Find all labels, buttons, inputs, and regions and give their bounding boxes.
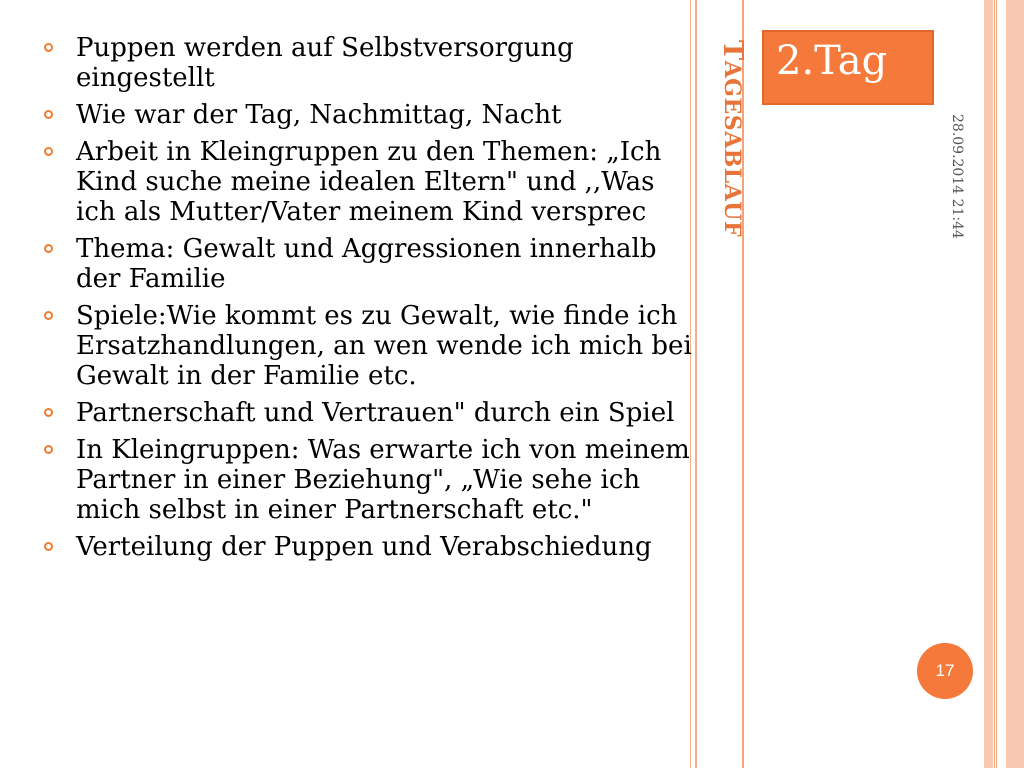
bullet-text: Thema: Gewalt und Aggressionen innerhalb der Familie	[76, 234, 657, 294]
list-item	[44, 435, 692, 525]
section-title-initial: T	[717, 40, 748, 61]
bullet-text: Verteilung der Puppen und Verabschiedung	[76, 532, 652, 562]
slide-date: 28.09.2014 21:44	[949, 114, 965, 239]
bullet-text: Arbeit in Kleingruppen zu den Themen: „Ich Kind suche meine idealen Eltern" und ,,Was ich als Mutter/Vater meinem Kind versprec	[76, 137, 662, 227]
bullet-icon	[44, 43, 53, 52]
page-number-badge	[917, 643, 973, 699]
list-item	[44, 100, 692, 130]
bullet-icon	[44, 311, 53, 320]
bullet-icon	[44, 408, 53, 417]
list-item	[44, 398, 692, 428]
list-item	[44, 301, 692, 391]
decorative-stripe	[1006, 0, 1024, 768]
bullet-icon	[44, 542, 53, 551]
list-item	[44, 137, 692, 227]
decorative-stripe	[996, 0, 997, 768]
decorative-stripe	[994, 0, 995, 768]
bullet-icon	[44, 445, 53, 454]
bullet-text: Partnerschaft und Vertrauen" durch ein Spiel	[76, 398, 675, 428]
section-title	[717, 40, 748, 237]
day-tag-box	[762, 30, 934, 105]
bullet-text: Wie war der Tag, Nachmittag, Nacht	[76, 100, 562, 130]
bullet-text: In Kleingruppen: Was erwarte ich von meinem Partner in einer Beziehung", „Wie sehe ich mich selbst in einer Partnerschaft etc."	[76, 435, 690, 525]
bullet-icon	[44, 244, 53, 253]
page-number: 17	[935, 661, 955, 680]
list-item	[44, 234, 692, 294]
bullet-text: Spiele:Wie kommt es zu Gewalt, wie finde ich Ersatzhandlungen, an wen wende ich mich bei Gewalt in der Familie etc.	[76, 301, 692, 391]
bullet-text: Puppen werden auf Selbstversorgung eingestellt	[76, 33, 574, 93]
list-item	[44, 33, 692, 93]
bullet-icon	[44, 110, 53, 119]
decorative-stripe	[695, 0, 697, 768]
section-title-rest: AGESABLAUF	[719, 60, 745, 238]
bullet-list	[44, 33, 692, 562]
list-item	[44, 532, 692, 562]
decorative-stripe	[984, 0, 993, 768]
bullet-content	[44, 33, 692, 569]
day-tag-label: 2.Tag	[776, 38, 888, 84]
bullet-icon	[44, 147, 53, 156]
